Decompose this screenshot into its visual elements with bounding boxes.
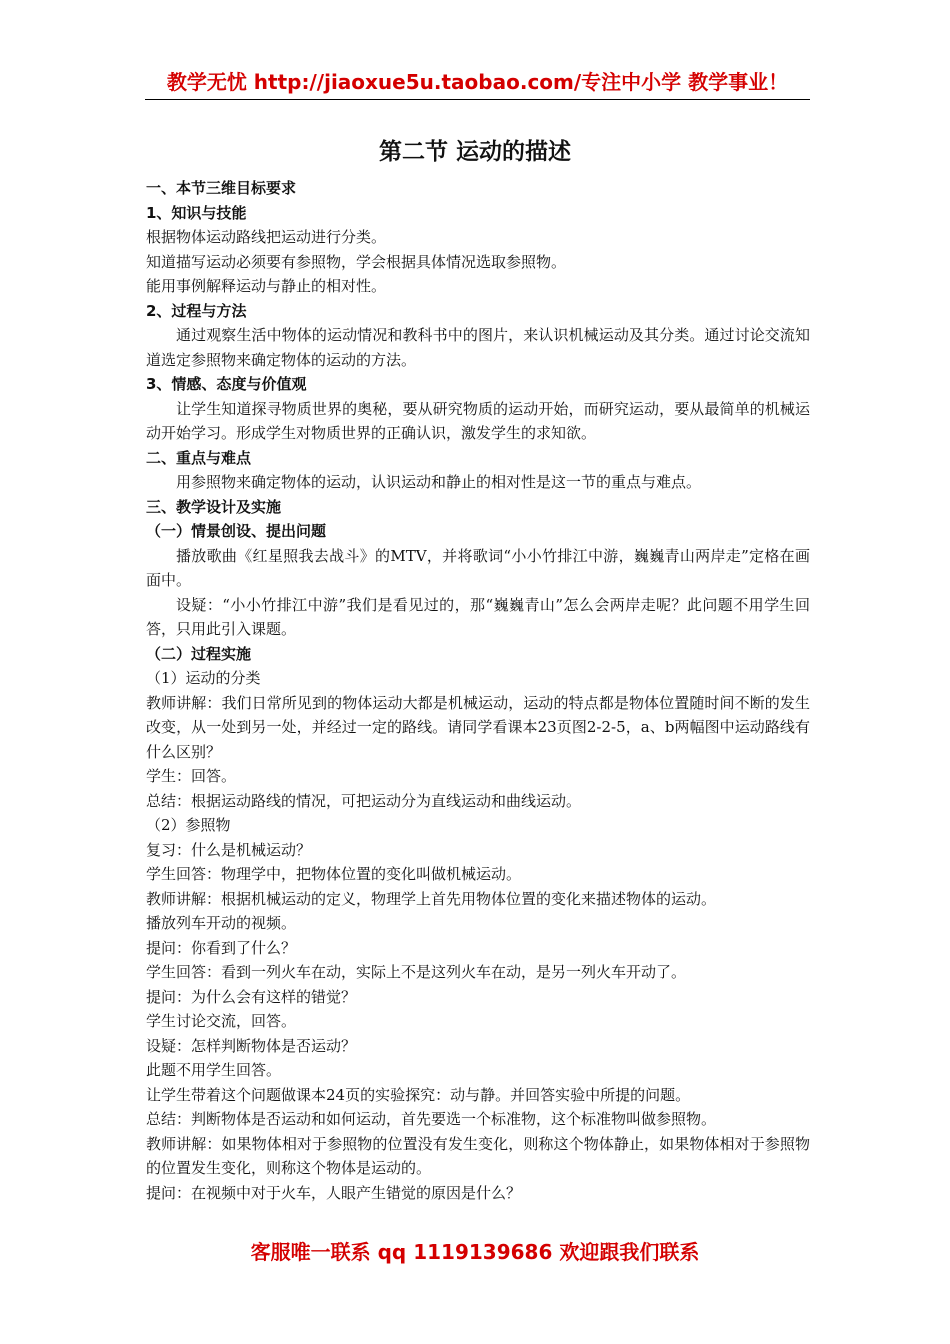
paragraph: 能用事例解释运动与静止的相对性。 <box>146 277 387 295</box>
subsection-heading: （一）情景创设、提出问题 <box>146 522 327 540</box>
section-heading: 二、重点与难点 <box>146 448 252 467</box>
subsection-heading: 3、情感、态度与价值观 <box>146 375 307 393</box>
page-title: 第二节 运动的描述 <box>378 139 571 165</box>
paragraph: 总结：根据运动路线的情况，可把运动分为直线运动和曲线运动。 <box>146 791 582 810</box>
sub-heading: （1）运动的分类 <box>146 669 261 687</box>
document-body <box>146 176 810 1205</box>
section-heading: 一、本节三维目标要求 <box>146 179 297 197</box>
subsection-heading: 2、过程与方法 <box>146 301 247 320</box>
paragraph: 学生回答：看到一列火车在动，实际上不是这列火车在动，是另一列火车开动了。 <box>146 963 687 981</box>
paragraph: 播放列车开动的视频。 <box>146 914 297 932</box>
paragraph: 知道描写运动必须要有参照物，学会根据具体情况选取参照物。 <box>146 252 567 271</box>
paragraph: 总结：判断物体是否运动和如何运动，首先要选一个标准物，这个标准物叫做参照物。 <box>146 1110 717 1128</box>
paragraph: 教师讲解：如果物体相对于参照物的位置没有发生变化，则称这个物体静止，如果物体相对于参照物的位置发生变化，则称这个物体是运动的。 <box>146 1134 810 1177</box>
paragraph: 播放歌曲《红星照我去战斗》的MTV，并将歌词“小小竹排江中游，巍巍青山两岸走”定格在画面中。 <box>146 546 810 589</box>
paragraph: 学生回答：物理学中，把物体位置的变化叫做机械运动。 <box>146 865 522 883</box>
sub-heading: （2）参照物 <box>146 816 231 834</box>
page-header: 教学无忧 http://jiaoxue5u.taobao.com/专注中小学 教学事业！ <box>145 66 810 100</box>
paragraph: 让学生知道探寻物质世界的奥秘，要从研究物质的运动开始，而研究运动，要从最简单的机械运动开始学习。形成学生对物质世界的正确认识，激发学生的求知欲。 <box>146 399 810 442</box>
paragraph: 教师讲解：我们日常所见到的物体运动大都是机械运动，运动的特点都是物体位置随时间不断的发生改变，从一处到另一处，并经过一定的路线。请同学看课本23页图2-2-5，a、b两幅图中运动路线有什么区别？ <box>146 693 810 761</box>
paragraph: 学生讨论交流，回答。 <box>146 1012 297 1030</box>
paragraph: 提问：你看到了什么？ <box>146 938 297 957</box>
paragraph: 复习：什么是机械运动？ <box>146 840 312 859</box>
paragraph: 根据物体运动路线把运动进行分类。 <box>146 228 387 246</box>
section-heading: 三、教学设计及实施 <box>146 497 282 516</box>
subsection-heading: （二）过程实施 <box>146 644 252 663</box>
paragraph: 提问：在视频中对于火车，人眼产生错觉的原因是什么？ <box>146 1183 522 1202</box>
paragraph: 设疑：怎样判断物体是否运动？ <box>146 1036 357 1055</box>
paragraph: 教师讲解：根据机械运动的定义，物理学上首先用物体位置的变化来描述物体的运动。 <box>146 889 717 908</box>
paragraph: 通过观察生活中物体的运动情况和教科书中的图片，来认识机械运动及其分类。通过讨论交流知道选定参照物来确定物体的运动的方法。 <box>146 326 810 369</box>
paragraph: 设疑：“小小竹排江中游”我们是看见过的，那“巍巍青山”怎么会两岸走呢？此问题不用学生回答，只用此引入课题。 <box>146 595 810 638</box>
page-footer: 客服唯一联系 qq 1119139686 欢迎跟我们联系 <box>250 1240 700 1264</box>
paragraph: 用参照物来确定物体的运动，认识运动和静止的相对性是这一节的重点与难点。 <box>176 473 702 491</box>
paragraph: 此题不用学生回答。 <box>146 1061 282 1079</box>
paragraph: 提问：为什么会有这样的错觉？ <box>146 987 357 1006</box>
paragraph: 让学生带着这个问题做课本24页的实验探究：动与静。并回答实验中所提的问题。 <box>146 1085 691 1104</box>
subsection-heading: 1、知识与技能 <box>146 203 247 222</box>
paragraph: 学生：回答。 <box>146 767 237 785</box>
